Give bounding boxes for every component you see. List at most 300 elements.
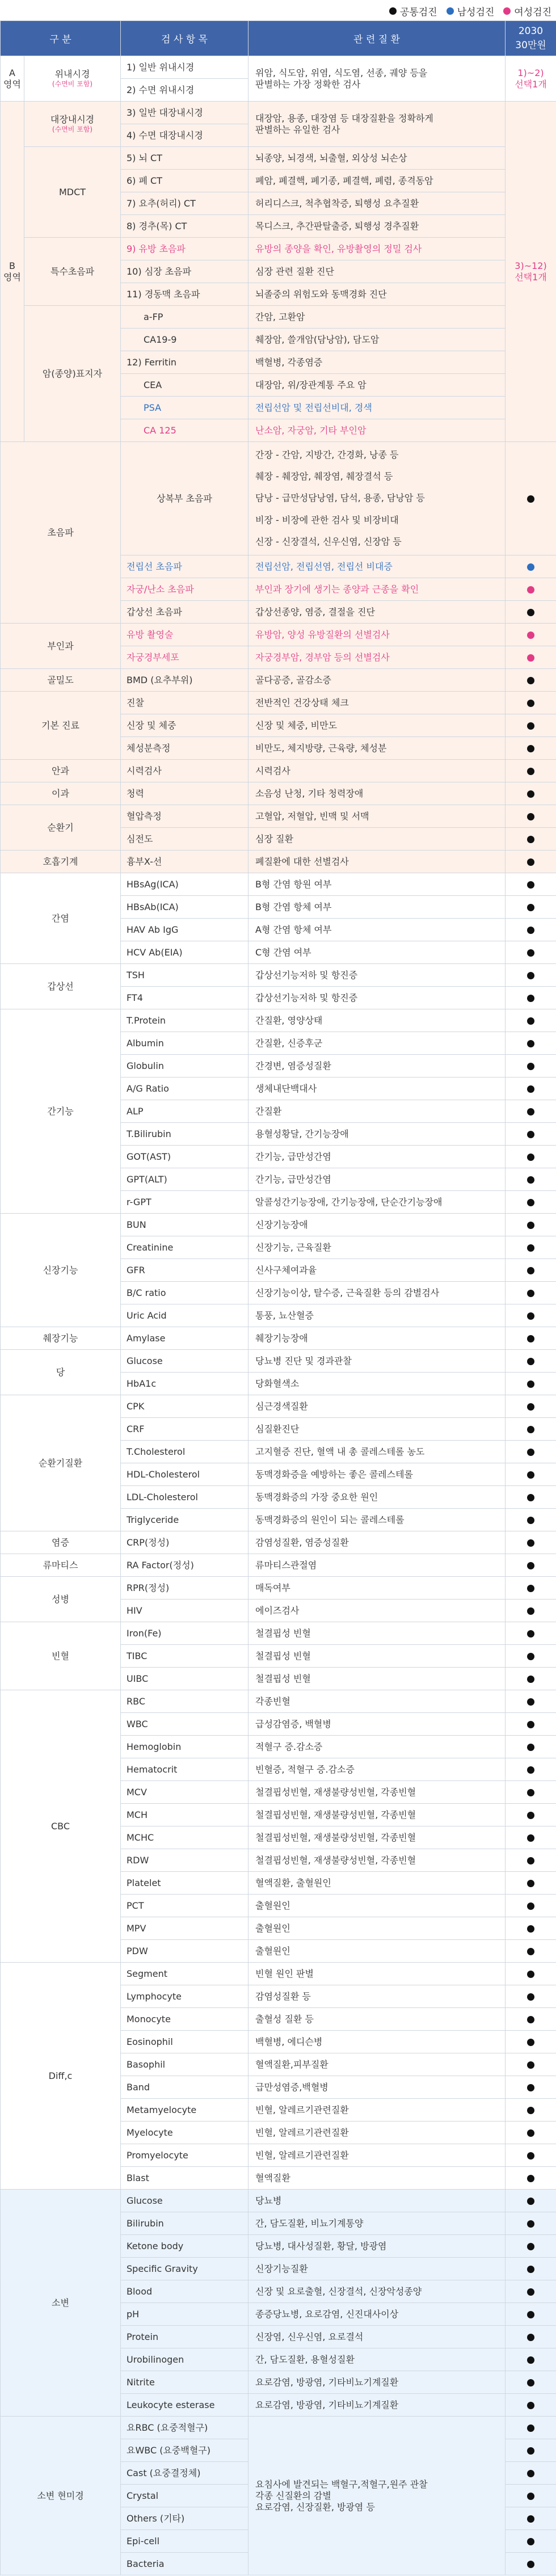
disease-cell: 급성감염증, 백혈병 <box>248 1713 506 1736</box>
disease-cell: 심장 질환 <box>248 828 506 851</box>
table-row <box>1 1577 556 1600</box>
table-row <box>1 1690 556 1713</box>
dot-icon <box>527 2061 534 2069</box>
dot-icon <box>527 2356 534 2364</box>
table-header <box>1 21 556 56</box>
disease-cell: 유방암, 양성 유방질환의 선별검사 <box>248 624 506 646</box>
item-cell: 7) 요추(허리) CT <box>121 192 248 215</box>
included-mark-cell <box>506 646 556 669</box>
table-row <box>1 442 556 555</box>
included-mark-cell <box>506 2394 556 2417</box>
included-mark-cell <box>506 964 556 987</box>
text-line: 요침사에 발견되는 백혈구,적혈구,원주 관찰 <box>255 2478 428 2490</box>
included-mark-cell <box>506 578 556 601</box>
included-mark-cell <box>506 873 556 896</box>
disease-cell: 알콜성간기능장애, 간기능장애, 단순간기능장애 <box>248 1191 506 1214</box>
dot-icon <box>527 632 534 639</box>
dot-icon <box>527 586 534 594</box>
dot-icon <box>527 2107 534 2114</box>
disease-cell: 빈혈, 알레르기관련질환 <box>248 2099 506 2122</box>
item-cell: CA 125 <box>121 419 248 442</box>
disease-cell: 간경변, 염증성질환 <box>248 1055 506 1077</box>
item-cell: Glucose <box>121 2190 248 2212</box>
item-cell: a-FP <box>121 306 248 329</box>
item-cell: HAV Ab IgG <box>121 919 248 941</box>
included-mark-cell <box>506 1963 556 1985</box>
dot-icon <box>527 2470 534 2477</box>
included-mark-cell <box>506 2053 556 2076</box>
dot-icon <box>527 2425 534 2432</box>
included-mark-cell <box>506 987 556 1009</box>
included-mark-cell <box>506 760 556 782</box>
dot-icon <box>527 2016 534 2023</box>
disease-cell: 췌장기능장애 <box>248 1327 506 1350</box>
disease-cell <box>248 2417 506 2575</box>
included-mark-cell <box>506 714 556 737</box>
disease-cell: 동맥경화증을 예방하는 좋은 콜레스테롤 <box>248 1463 506 1486</box>
disease-cell: 철결핍성빈혈, 재생불량성빈혈, 각종빈혈 <box>248 1781 506 1804</box>
cat-urine: 소변 <box>1 2190 121 2417</box>
item-cell: A/G Ratio <box>121 1077 248 1100</box>
disease-cell: 요로감염, 방광염, 기타비뇨기계질환 <box>248 2394 506 2417</box>
dot-icon <box>527 1539 534 1547</box>
item-cell: 5) 뇌 CT <box>121 147 248 170</box>
item-cell: Promyelocyte <box>121 2144 248 2167</box>
item-cell: ALP <box>121 1100 248 1123</box>
dot-icon <box>527 972 534 979</box>
dot-icon <box>527 1449 534 1456</box>
dot-icon <box>527 2538 534 2545</box>
item-cell: MCHC <box>121 1826 248 1849</box>
text-line: 요로감염, 신장질환, 방광염 등 <box>255 2501 375 2512</box>
included-mark-cell <box>506 1077 556 1100</box>
disease-cell: 빈혈 원인 판별 <box>248 1963 506 1985</box>
disease-cell: 심질환진단 <box>248 1418 506 1441</box>
cat-tumor-marker: 암(종양)표지자 <box>24 306 121 442</box>
checkup-table <box>0 20 556 2575</box>
included-mark-cell <box>506 1032 556 1055</box>
item-cell: 신장 및 체중 <box>121 714 248 737</box>
dot-icon <box>527 2561 534 2568</box>
area-a <box>1 56 24 102</box>
included-mark-cell <box>506 1985 556 2008</box>
legend-dot-icon <box>447 7 454 15</box>
disease-cell: 비만도, 체지방량, 근육량, 체성분 <box>248 737 506 760</box>
included-mark-cell <box>506 2258 556 2280</box>
header-item: 검 사 항 목 <box>121 21 248 56</box>
text-line: 선택1개 <box>515 271 547 283</box>
table-row <box>1 147 556 170</box>
cat-colonoscopy: 대장내시경 (수면비 포함) <box>24 102 121 147</box>
disease-cell: 허리디스크, 척추협착증, 퇴행성 요추질환 <box>248 192 506 215</box>
dot-icon <box>527 1426 534 1433</box>
item-cell: MCV <box>121 1781 248 1804</box>
disease-cell: 출혈원인 <box>248 1917 506 1940</box>
table-row <box>1 1963 556 1985</box>
disease-cell: 뇌종양, 뇌경색, 뇌출혈, 외상성 뇌손상 <box>248 147 506 170</box>
dot-icon <box>527 1517 534 1524</box>
item-cell: HDL-Cholesterol <box>121 1463 248 1486</box>
dot-icon <box>527 2334 534 2341</box>
text-line: 영역 <box>3 271 21 283</box>
included-mark-cell <box>506 919 556 941</box>
included-mark-cell <box>506 1304 556 1327</box>
dot-icon <box>527 1925 534 1933</box>
item-cell: 요RBC (요중적혈구) <box>121 2417 248 2439</box>
cat-circulatory: 순환기 <box>1 805 121 851</box>
disease-cell: 뇌졸중의 위험도와 동맥경화 진단 <box>248 283 506 306</box>
item-cell: T.Protein <box>121 1009 248 1032</box>
table-row <box>1 1554 556 1577</box>
included-mark-cell <box>506 1531 556 1554</box>
text-line: 선택1개 <box>515 78 547 90</box>
item-cell: Bilirubin <box>121 2212 248 2235</box>
disease-cell: 당뇨병 <box>248 2190 506 2212</box>
disease-cell: 당화혈색소 <box>248 1373 506 1395</box>
item-cell: 요WBC (요중백혈구) <box>121 2439 248 2462</box>
item-cell: 1) 일반 위내시경 <box>121 56 248 79</box>
text-line: 1)~2) <box>517 67 544 78</box>
dot-icon <box>527 1017 534 1025</box>
header-plan-line2: 30만원 <box>515 40 546 51</box>
item-cell: Creatinine <box>121 1236 248 1259</box>
disease-cell: 철결핍성 빈혈 <box>248 1622 506 1645</box>
disease-cell: 철결핍성 빈혈 <box>248 1645 506 1668</box>
disease-cell: 감염성질환 등 <box>248 1985 506 2008</box>
item-cell: HBsAg(ICA) <box>121 873 248 896</box>
item-cell: BUN <box>121 1214 248 1236</box>
table-row <box>1 851 556 873</box>
item-cell: HCV Ab(EIA) <box>121 941 248 964</box>
item-cell: Others (기타) <box>121 2507 248 2530</box>
included-mark-cell <box>506 1055 556 1077</box>
disease-cell: 심근경색질환 <box>248 1395 506 1418</box>
included-mark-cell <box>506 2507 556 2530</box>
included-mark-cell <box>506 1191 556 1214</box>
disease-cell <box>248 442 506 555</box>
disease-cell: 급만성염증,백혈병 <box>248 2076 506 2099</box>
item-cell: Eosinophil <box>121 2031 248 2053</box>
included-mark-cell <box>506 2190 556 2212</box>
text-line: 영역 <box>3 78 21 90</box>
item-cell: Triglyceride <box>121 1509 248 1531</box>
table-row <box>1 1009 556 1032</box>
dot-icon <box>527 1199 534 1206</box>
disease-cell: 간암, 고환암 <box>248 306 506 329</box>
item-cell: CA19-9 <box>121 329 248 351</box>
disease-cell: C형 간염 여부 <box>248 941 506 964</box>
cat-ultrasound: 초음파 <box>1 442 121 624</box>
text-line: 판별하는 유일한 검사 <box>255 124 340 135</box>
cat-hepatitis: 간염 <box>1 873 121 964</box>
item-cell: 청력 <box>121 782 248 805</box>
included-mark-cell <box>506 2303 556 2326</box>
included-mark-cell <box>506 1554 556 1577</box>
dot-icon <box>527 2175 534 2182</box>
disease-cell: 자궁경부암, 경부암 등의 선별검사 <box>248 646 506 669</box>
cat-diff: Diff,c <box>1 1963 121 2190</box>
disease-cell: 갑상선종양, 염증, 결절을 진단 <box>248 601 506 624</box>
item-cell: 2) 수면 위내시경 <box>121 79 248 102</box>
disease-cell: 당뇨병 진단 및 경과관찰 <box>248 1350 506 1373</box>
disease-cell <box>248 56 506 102</box>
disease-cell: 폐암, 폐결핵, 폐기종, 폐결핵, 폐렴, 종격동암 <box>248 170 506 192</box>
text-line: 췌장 - 췌장암, 췌장염, 췌장결석 등 <box>255 470 393 482</box>
item-cell: Cast (요중결정체) <box>121 2462 248 2485</box>
header-plan <box>506 21 556 56</box>
item-cell: 자궁경부세포 <box>121 646 248 669</box>
item-cell: RBC <box>121 1690 248 1713</box>
cat-pancreas: 췌장기능 <box>1 1327 121 1350</box>
table-row <box>1 782 556 805</box>
item-cell: TIBC <box>121 1645 248 1668</box>
included-mark-cell <box>506 782 556 805</box>
cat-std: 성병 <box>1 1577 121 1622</box>
item-cell: Metamyelocyte <box>121 2099 248 2122</box>
item-cell: 진찰 <box>121 692 248 714</box>
included-mark-cell <box>506 1146 556 1168</box>
dot-icon <box>527 836 534 843</box>
disease-cell: 갑상선기능저하 및 항진증 <box>248 964 506 987</box>
disease-cell: 출혈성 질환 등 <box>248 2008 506 2031</box>
included-mark-cell <box>506 805 556 828</box>
item-cell: Urobilinogen <box>121 2348 248 2371</box>
cat-mdct: MDCT <box>24 147 121 238</box>
disease-cell: 혈액질환,피부질환 <box>248 2053 506 2076</box>
item-cell: Platelet <box>121 1872 248 1895</box>
table-row <box>1 1622 556 1645</box>
item-cell: 11) 경동맥 초음파 <box>121 283 248 306</box>
item-cell: T.Bilirubin <box>121 1123 248 1146</box>
dot-icon <box>527 2266 534 2273</box>
disease-cell: 전립선암 및 전립선비대, 경색 <box>248 397 506 419</box>
included-mark-cell <box>506 828 556 851</box>
cat-rheumatism: 류마티스 <box>1 1554 121 1577</box>
text-line: 담낭 - 급만성담낭염, 담석, 용종, 담낭암 등 <box>255 493 425 504</box>
item-cell: 심전도 <box>121 828 248 851</box>
disease-cell: 신장기능이상, 탈수증, 근육질환 등의 감별검사 <box>248 1282 506 1304</box>
disease-cell <box>248 102 506 147</box>
dot-icon <box>527 2129 534 2137</box>
dot-icon <box>527 2084 534 2091</box>
item-cell: RA Factor(정성) <box>121 1554 248 1577</box>
item-cell: 3) 일반 대장내시경 <box>121 102 248 124</box>
dot-icon <box>527 2243 534 2250</box>
dot-icon <box>527 2402 534 2409</box>
disease-cell: 시력검사 <box>248 760 506 782</box>
cat-urine-micro: 소변 현미경 <box>1 2417 121 2575</box>
disease-cell: 용혈성황달, 간기능장애 <box>248 1123 506 1146</box>
cat-cbc: CBC <box>1 1690 121 1963</box>
disease-cell: B형 간염 항체 여부 <box>248 896 506 919</box>
item-cell: Amylase <box>121 1327 248 1350</box>
disease-cell: 생체내단백대사 <box>248 1077 506 1100</box>
disease-cell: 철결핍성빈혈, 재생불량성빈혈, 각종빈혈 <box>248 1826 506 1849</box>
disease-cell: 소음성 난청, 기타 청력장애 <box>248 782 506 805</box>
text-line: 위암, 식도암, 위염, 식도염, 선종, 궤양 등을 <box>255 67 428 78</box>
legend-item <box>389 4 437 18</box>
included-mark-cell <box>506 1736 556 1758</box>
disease-cell: B형 간염 항원 여부 <box>248 873 506 896</box>
table-row <box>1 306 556 329</box>
item-cell: Iron(Fe) <box>121 1622 248 1645</box>
table-row <box>1 1531 556 1554</box>
cat-sugar: 당 <box>1 1350 121 1395</box>
cat-special-us: 특수초음파 <box>24 238 121 306</box>
included-mark-cell <box>506 1282 556 1304</box>
disease-cell: 간질환, 영양상태 <box>248 1009 506 1032</box>
disease-cell: 전립선암, 전립선염, 전립선 비대증 <box>248 555 506 578</box>
included-mark-cell <box>506 1418 556 1441</box>
disease-cell: 신장염, 신우신염, 요로결석 <box>248 2326 506 2348</box>
included-mark-cell <box>506 1214 556 1236</box>
dot-icon <box>527 813 534 820</box>
dot-icon <box>527 563 534 571</box>
included-mark-cell <box>506 442 556 555</box>
cat-basic: 기본 진료 <box>1 692 121 760</box>
dot-icon <box>527 1585 534 1592</box>
included-mark-cell <box>506 1009 556 1032</box>
dot-icon <box>527 1698 534 1706</box>
cat-note: (수면비 포함) <box>52 125 93 133</box>
dot-icon <box>527 2288 534 2296</box>
item-cell: Blood <box>121 2280 248 2303</box>
included-mark-cell <box>506 2212 556 2235</box>
dot-icon <box>527 1176 534 1184</box>
included-mark-cell <box>506 2553 556 2575</box>
included-mark-cell <box>506 1441 556 1463</box>
dot-icon <box>527 1358 534 1365</box>
dot-icon <box>527 1131 534 1138</box>
included-mark-cell <box>506 2280 556 2303</box>
cat-respiratory: 호흡기계 <box>1 851 121 873</box>
item-cell: Uric Acid <box>121 1304 248 1327</box>
item-cell: 12) Ferritin <box>121 351 248 374</box>
legend-label: 여성검진 <box>514 6 551 18</box>
legend-dot-icon <box>389 7 397 15</box>
dot-icon <box>527 1857 534 1864</box>
item-cell: CEA <box>121 374 248 397</box>
included-mark-cell <box>506 1872 556 1895</box>
dot-icon <box>527 1085 534 1093</box>
item-cell: Crystal <box>121 2485 248 2507</box>
text-line: 간장 - 간암, 지방간, 간경화, 낭종 등 <box>255 449 399 460</box>
dot-icon <box>527 2515 534 2523</box>
included-mark-cell <box>506 1327 556 1350</box>
text-line: 신장 - 신장결석, 신우신염, 신장암 등 <box>255 536 402 548</box>
disease-cell: 동맥경화증의 원인이 되는 콜레스테롤 <box>248 1509 506 1531</box>
item-cell: Bacteria <box>121 2553 248 2575</box>
included-mark-cell <box>506 1940 556 1963</box>
disease-cell: 신장기능, 근육질환 <box>248 1236 506 1259</box>
item-cell: CRP(정성) <box>121 1531 248 1554</box>
disease-cell: 혈액질환 <box>248 2167 506 2190</box>
disease-cell: 전반적인 건강상태 체크 <box>248 692 506 714</box>
included-mark-cell <box>506 1849 556 1872</box>
dot-icon <box>527 1744 534 1751</box>
dot-icon <box>527 1471 534 1479</box>
dot-icon <box>527 1880 534 1887</box>
disease-cell: 부인과 장기에 생기는 종양과 근종을 확인 <box>248 578 506 601</box>
dot-icon <box>527 2311 534 2318</box>
item-cell: 10) 심장 초음파 <box>121 260 248 283</box>
dot-icon <box>527 1993 534 2001</box>
text-line: 판별하는 가장 정확한 검사 <box>255 78 361 90</box>
dot-icon <box>527 1676 534 1683</box>
item-cell: PDW <box>121 1940 248 1963</box>
dot-icon <box>527 1312 534 1320</box>
table-row <box>1 2417 556 2439</box>
item-cell: Basophil <box>121 2053 248 2076</box>
item-cell: Albumin <box>121 1032 248 1055</box>
disease-cell: 신장기능장애 <box>248 1214 506 1236</box>
dot-icon <box>527 1222 534 1229</box>
included-mark-cell <box>506 737 556 760</box>
included-mark-cell <box>506 624 556 646</box>
item-cell: CPK <box>121 1395 248 1418</box>
item-cell: 9) 유방 초음파 <box>121 238 248 260</box>
item-cell: 4) 수면 대장내시경 <box>121 124 248 147</box>
item-cell: Globulin <box>121 1055 248 1077</box>
disease-cell: 난소암, 자궁암, 기타 부인암 <box>248 419 506 442</box>
item-cell: Monocyte <box>121 2008 248 2031</box>
item-cell: 유방 촬영술 <box>121 624 248 646</box>
dot-icon <box>527 1766 534 1774</box>
legend-label: 공통검진 <box>399 6 437 18</box>
select-a <box>506 56 556 102</box>
item-cell: Specific Gravity <box>121 2258 248 2280</box>
dot-icon <box>527 722 534 730</box>
included-mark-cell <box>506 692 556 714</box>
table-row <box>1 1214 556 1236</box>
disease-cell: 간기능, 급만성간염 <box>248 1146 506 1168</box>
included-mark-cell <box>506 896 556 919</box>
dot-icon <box>527 881 534 889</box>
disease-cell: 종증당뇨병, 요로감염, 신진대사이상 <box>248 2303 506 2326</box>
item-cell: Blast <box>121 2167 248 2190</box>
item-cell: GFR <box>121 1259 248 1282</box>
legend-item <box>503 4 551 18</box>
included-mark-cell <box>506 2530 556 2553</box>
dot-icon <box>527 1040 534 1047</box>
item-cell: WBC <box>121 1713 248 1736</box>
dot-icon <box>527 1812 534 1819</box>
disease-cell: 유방의 종양을 확인, 유방촬영의 정밀 검사 <box>248 238 506 260</box>
disease-cell: 갑상선기능저하 및 항진증 <box>248 987 506 1009</box>
cat-liver-function: 간기능 <box>1 1009 121 1214</box>
included-mark-cell <box>506 2076 556 2099</box>
disease-cell: 간, 담도질환, 용혈성질환 <box>248 2348 506 2371</box>
disease-cell: 류마티스관절염 <box>248 1554 506 1577</box>
table-row <box>1 1395 556 1418</box>
included-mark-cell <box>506 2326 556 2348</box>
text-line: 각종 신질환의 감별 <box>255 2490 331 2501</box>
dot-icon <box>527 677 534 684</box>
disease-cell: 요로감염, 방광염, 기타비뇨기계질환 <box>248 2371 506 2394</box>
disease-cell: 고지혈증 진단, 혈액 내 총 콜레스테롤 농도 <box>248 1441 506 1463</box>
disease-cell: 골다공증, 골감소증 <box>248 669 506 692</box>
item-cell: HBsAb(ICA) <box>121 896 248 919</box>
dot-icon <box>527 609 534 616</box>
disease-cell: 출혈원인 <box>248 1895 506 1917</box>
table-row <box>1 760 556 782</box>
cat-thyroid: 갑상선 <box>1 964 121 1009</box>
item-cell: Segment <box>121 1963 248 1985</box>
disease-cell: 신장 및 체중, 비만도 <box>248 714 506 737</box>
included-mark-cell <box>506 2031 556 2053</box>
item-cell: Hematocrit <box>121 1758 248 1781</box>
disease-cell: 간, 담도질환, 비뇨기계통양 <box>248 2212 506 2235</box>
